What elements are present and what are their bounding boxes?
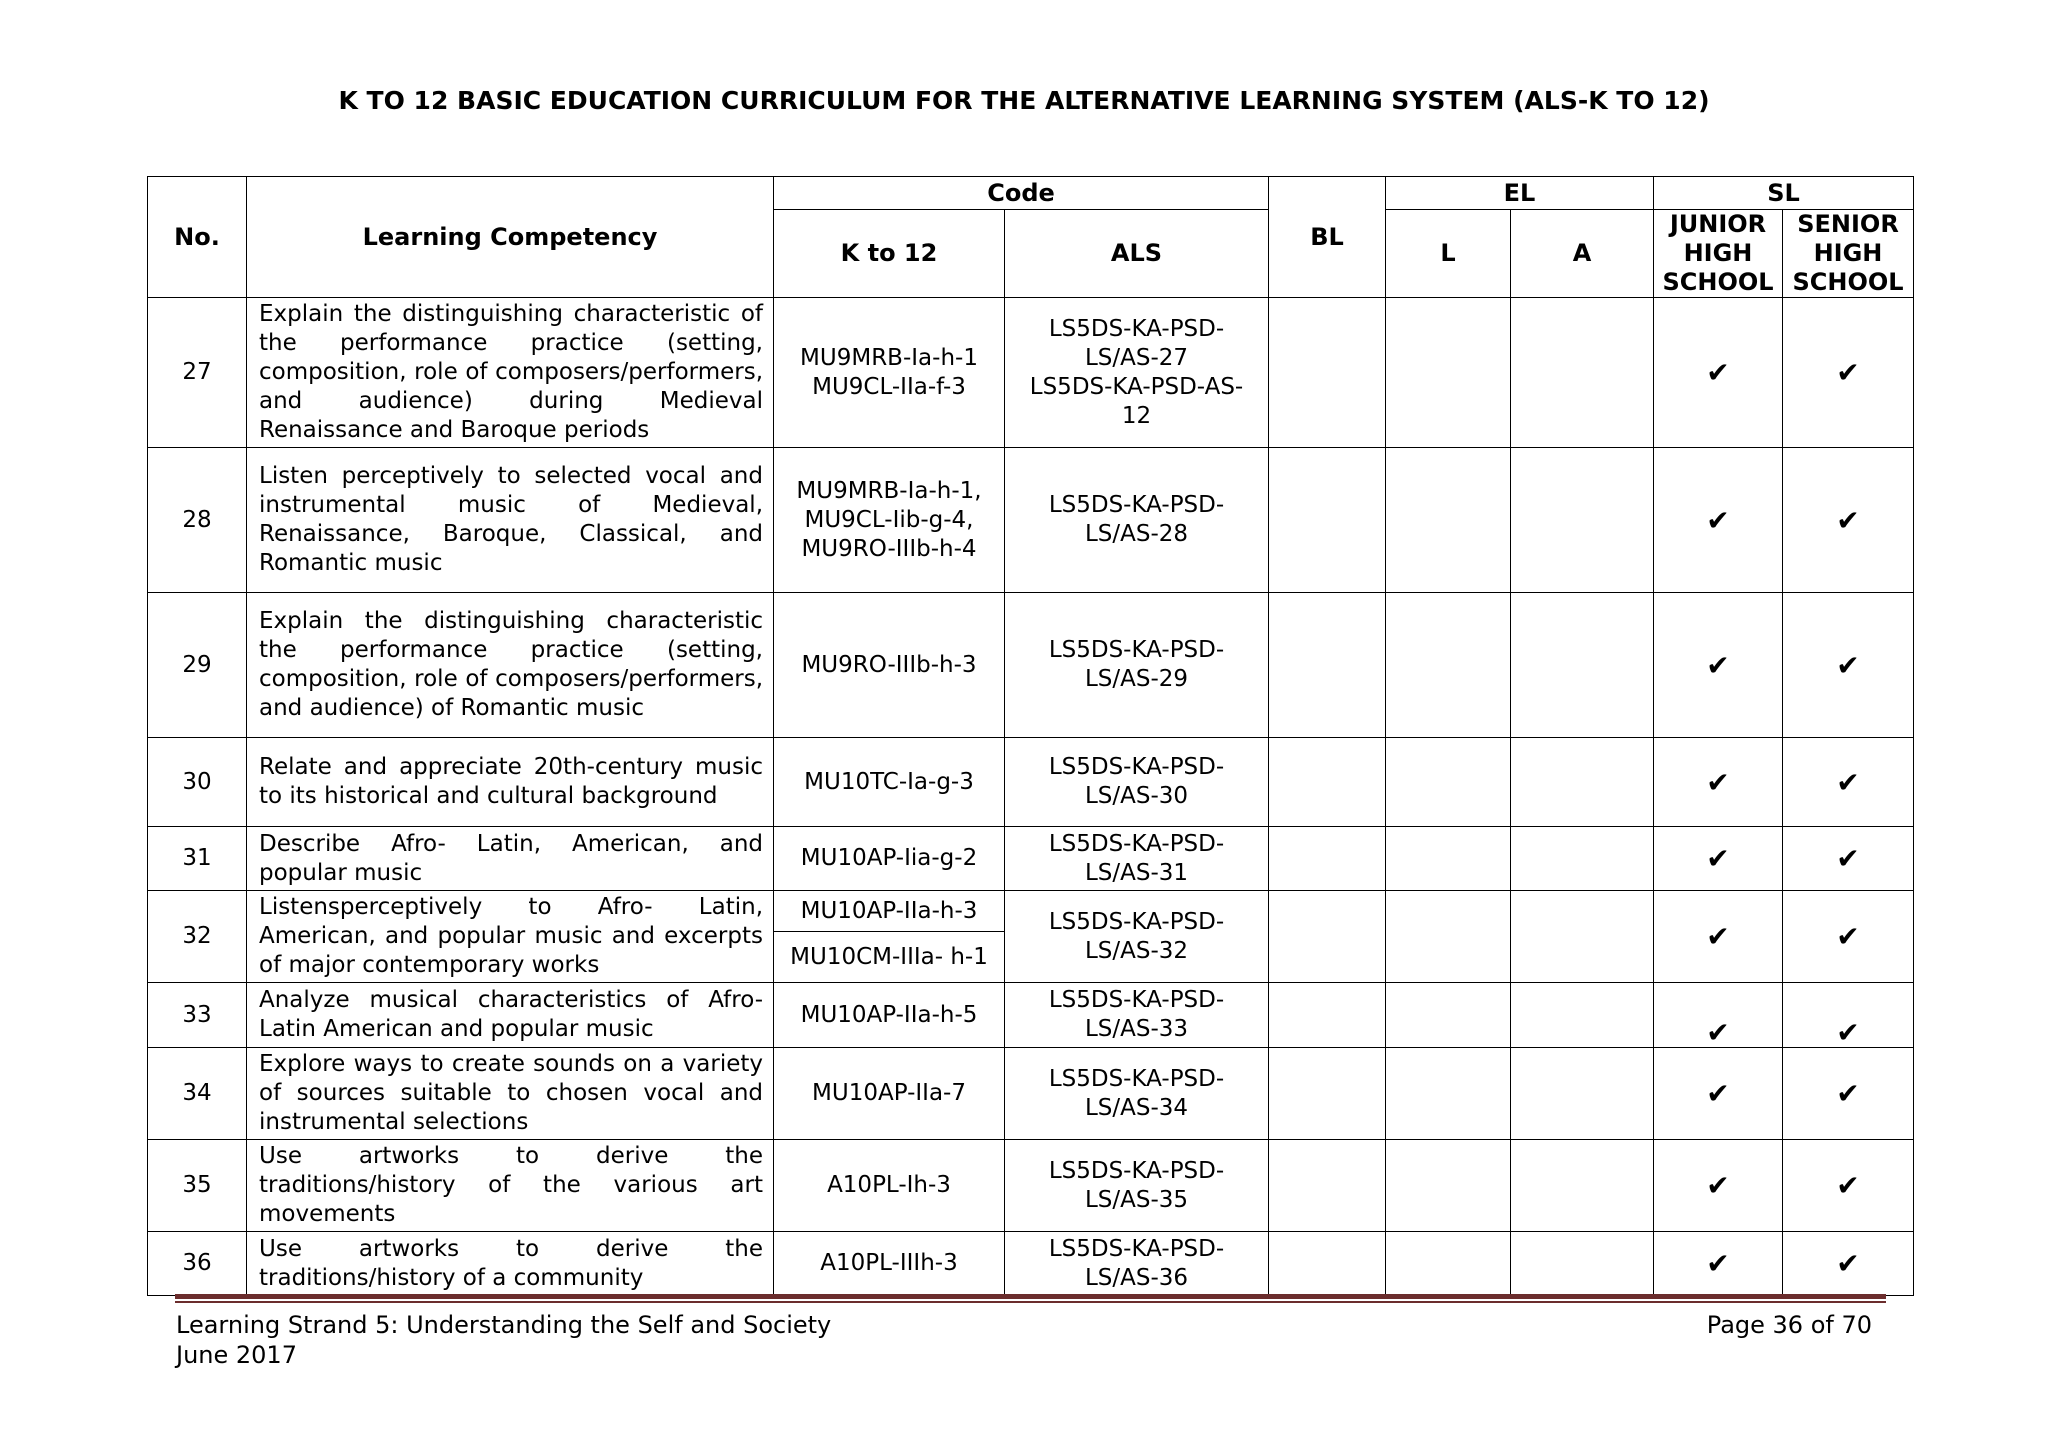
footer-page-number: Page 36 of 70 bbox=[1706, 1311, 1872, 1339]
table-body bbox=[148, 298, 1914, 1296]
header-jhs: JUNIOR HIGH SCHOOL bbox=[1654, 210, 1783, 298]
row-shs-check: ✔ bbox=[1783, 891, 1914, 983]
row-el-a bbox=[1511, 1048, 1654, 1140]
row-el-l bbox=[1386, 1140, 1511, 1232]
row-el-a bbox=[1511, 891, 1654, 983]
row-el-a bbox=[1511, 1232, 1654, 1296]
footer-strand: Learning Strand 5: Understanding the Self and Society bbox=[176, 1311, 832, 1339]
row-jhs-check: ✔ bbox=[1654, 298, 1783, 448]
row-jhs-check: ✔ bbox=[1654, 738, 1783, 827]
row-jhs-check: ✔ bbox=[1654, 1048, 1783, 1140]
row-shs-check: ✔ bbox=[1783, 1140, 1914, 1232]
row-el-a bbox=[1511, 1140, 1654, 1232]
header-no: No. bbox=[148, 177, 247, 298]
row-jhs-check: ✔ bbox=[1654, 1232, 1783, 1296]
header-el-l: L bbox=[1386, 210, 1511, 298]
row-el-l bbox=[1386, 1232, 1511, 1296]
row-no: 35 bbox=[148, 1140, 247, 1232]
page-title: K TO 12 BASIC EDUCATION CURRICULUM FOR THE ALTERNATIVE LEARNING SYSTEM (ALS-K TO 12) bbox=[338, 86, 1710, 115]
row-el-l bbox=[1386, 738, 1511, 827]
row-bl bbox=[1269, 738, 1386, 827]
header-als: ALS bbox=[1005, 210, 1269, 298]
row-competency: Describe Afro- Latin, American, and popular music bbox=[247, 827, 774, 891]
row-no: 29 bbox=[148, 593, 247, 738]
row-als-code: LS5DS-KA-PSD- LS/AS-29 bbox=[1005, 593, 1269, 738]
table-row bbox=[148, 738, 1914, 827]
table-row bbox=[148, 1048, 1914, 1140]
row-el-l bbox=[1386, 298, 1511, 448]
row-no: 36 bbox=[148, 1232, 247, 1296]
header-bl: BL bbox=[1269, 177, 1386, 298]
row-no: 28 bbox=[148, 448, 247, 593]
row-als-code: LS5DS-KA-PSD- LS/AS-28 bbox=[1005, 448, 1269, 593]
row-k12-code: MU10TC-Ia-g-3 bbox=[774, 738, 1005, 827]
row-shs-check: ✔ bbox=[1783, 827, 1914, 891]
footer-left bbox=[176, 1310, 831, 1370]
row-no: 31 bbox=[148, 827, 247, 891]
footer-rule-thin bbox=[175, 1301, 1886, 1303]
row-shs-check: ✔ bbox=[1783, 298, 1914, 448]
row-k12-code: MU10CM-IIIa- h-1 bbox=[774, 932, 1005, 983]
header-el: EL bbox=[1386, 177, 1654, 210]
row-bl bbox=[1269, 983, 1386, 1048]
row-shs-check: ✔ bbox=[1783, 1048, 1914, 1140]
row-als-code: LS5DS-KA-PSD- LS/AS-27 LS5DS-KA-PSD-AS-12 bbox=[1005, 298, 1269, 448]
row-bl bbox=[1269, 1048, 1386, 1140]
table-row bbox=[148, 298, 1914, 448]
row-el-a bbox=[1511, 298, 1654, 448]
footer-rule-thick bbox=[175, 1294, 1886, 1299]
row-k12-code: MU9MRB-Ia-h-1, MU9CL-Iib-g-4, MU9RO-IIIb-h-4 bbox=[774, 448, 1005, 593]
table-row bbox=[148, 891, 1914, 932]
row-el-l bbox=[1386, 1048, 1511, 1140]
row-competency: Analyze musical characteristics of Afro-Latin American and popular music bbox=[247, 983, 774, 1048]
row-als-code: LS5DS-KA-PSD- LS/AS-35 bbox=[1005, 1140, 1269, 1232]
header-shs: SENIOR HIGH SCHOOL bbox=[1783, 210, 1914, 298]
row-shs-check: ✔ bbox=[1783, 983, 1914, 1048]
row-competency: Use artworks to derive the traditions/history of a community bbox=[247, 1232, 774, 1296]
row-k12-code: A10PL-IIIh-3 bbox=[774, 1232, 1005, 1296]
row-el-a bbox=[1511, 448, 1654, 593]
row-el-l bbox=[1386, 983, 1511, 1048]
row-als-code: LS5DS-KA-PSD- LS/AS-36 bbox=[1005, 1232, 1269, 1296]
row-als-code: LS5DS-KA-PSD- LS/AS-31 bbox=[1005, 827, 1269, 891]
table-row bbox=[148, 593, 1914, 738]
footer-date: June 2017 bbox=[176, 1341, 297, 1369]
row-no: 32 bbox=[148, 891, 247, 983]
row-el-a bbox=[1511, 593, 1654, 738]
row-no: 30 bbox=[148, 738, 247, 827]
row-shs-check: ✔ bbox=[1783, 738, 1914, 827]
row-k12-code: MU10AP-IIa-h-5 bbox=[774, 983, 1005, 1048]
row-no: 34 bbox=[148, 1048, 247, 1140]
row-shs-check: ✔ bbox=[1783, 448, 1914, 593]
row-shs-check: ✔ bbox=[1783, 593, 1914, 738]
table-row bbox=[148, 983, 1914, 1048]
row-el-a bbox=[1511, 738, 1654, 827]
row-bl bbox=[1269, 1140, 1386, 1232]
row-als-code: LS5DS-KA-PSD- LS/AS-34 bbox=[1005, 1048, 1269, 1140]
row-bl bbox=[1269, 891, 1386, 983]
header-sl: SL bbox=[1654, 177, 1914, 210]
row-competency: Explain the distinguishing characteristic of the performance practice (setting, composition, role of composers/performers, and audience) during Medieval Renaissance and Baroque periods bbox=[247, 298, 774, 448]
row-competency: Explore ways to create sounds on a variety of sources suitable to chosen vocal and instrumental selections bbox=[247, 1048, 774, 1140]
row-als-code: LS5DS-KA-PSD- LS/AS-30 bbox=[1005, 738, 1269, 827]
row-el-a bbox=[1511, 983, 1654, 1048]
table-row bbox=[148, 827, 1914, 891]
header-el-a: A bbox=[1511, 210, 1654, 298]
row-k12-code: MU10AP-IIa-h-3 bbox=[774, 891, 1005, 932]
row-jhs-check: ✔ bbox=[1654, 827, 1783, 891]
row-el-l bbox=[1386, 448, 1511, 593]
row-als-code: LS5DS-KA-PSD- LS/AS-32 bbox=[1005, 891, 1269, 983]
row-bl bbox=[1269, 448, 1386, 593]
row-jhs-check: ✔ bbox=[1654, 983, 1783, 1048]
row-als-code: LS5DS-KA-PSD- LS/AS-33 bbox=[1005, 983, 1269, 1048]
row-bl bbox=[1269, 1232, 1386, 1296]
row-no: 33 bbox=[148, 983, 247, 1048]
header-code: Code bbox=[774, 177, 1269, 210]
row-competency: Relate and appreciate 20th-century music to its historical and cultural background bbox=[247, 738, 774, 827]
row-k12-code: A10PL-Ih-3 bbox=[774, 1140, 1005, 1232]
row-competency: Listensperceptively to Afro- Latin, American, and popular music and excerpts of major contemporary works bbox=[247, 891, 774, 983]
row-el-l bbox=[1386, 593, 1511, 738]
row-el-l bbox=[1386, 827, 1511, 891]
row-competency: Use artworks to derive the traditions/history of the various art movements bbox=[247, 1140, 774, 1232]
header-k12: K to 12 bbox=[774, 210, 1005, 298]
row-jhs-check: ✔ bbox=[1654, 1140, 1783, 1232]
row-k12-code: MU10AP-IIa-7 bbox=[774, 1048, 1005, 1140]
row-bl bbox=[1269, 298, 1386, 448]
row-jhs-check: ✔ bbox=[1654, 891, 1783, 983]
competency-table bbox=[147, 176, 1914, 1296]
row-k12-code: MU9MRB-Ia-h-1 MU9CL-IIa-f-3 bbox=[774, 298, 1005, 448]
row-k12-code: MU9RO-IIIb-h-3 bbox=[774, 593, 1005, 738]
row-jhs-check: ✔ bbox=[1654, 448, 1783, 593]
row-competency: Explain the distinguishing characteristic the performance practice (setting, composition, role of composers/performers, and audience) of Romantic music bbox=[247, 593, 774, 738]
table-row bbox=[148, 1232, 1914, 1296]
row-jhs-check: ✔ bbox=[1654, 593, 1783, 738]
row-el-l bbox=[1386, 891, 1511, 983]
row-shs-check: ✔ bbox=[1783, 1232, 1914, 1296]
header-competency: Learning Competency bbox=[247, 177, 774, 298]
row-competency: Listen perceptively to selected vocal and instrumental music of Medieval, Renaissance, Baroque, Classical, and Romantic music bbox=[247, 448, 774, 593]
row-el-a bbox=[1511, 827, 1654, 891]
table-row bbox=[148, 1140, 1914, 1232]
row-bl bbox=[1269, 827, 1386, 891]
table-row bbox=[148, 448, 1914, 593]
row-bl bbox=[1269, 593, 1386, 738]
row-k12-code: MU10AP-Iia-g-2 bbox=[774, 827, 1005, 891]
row-no: 27 bbox=[148, 298, 247, 448]
